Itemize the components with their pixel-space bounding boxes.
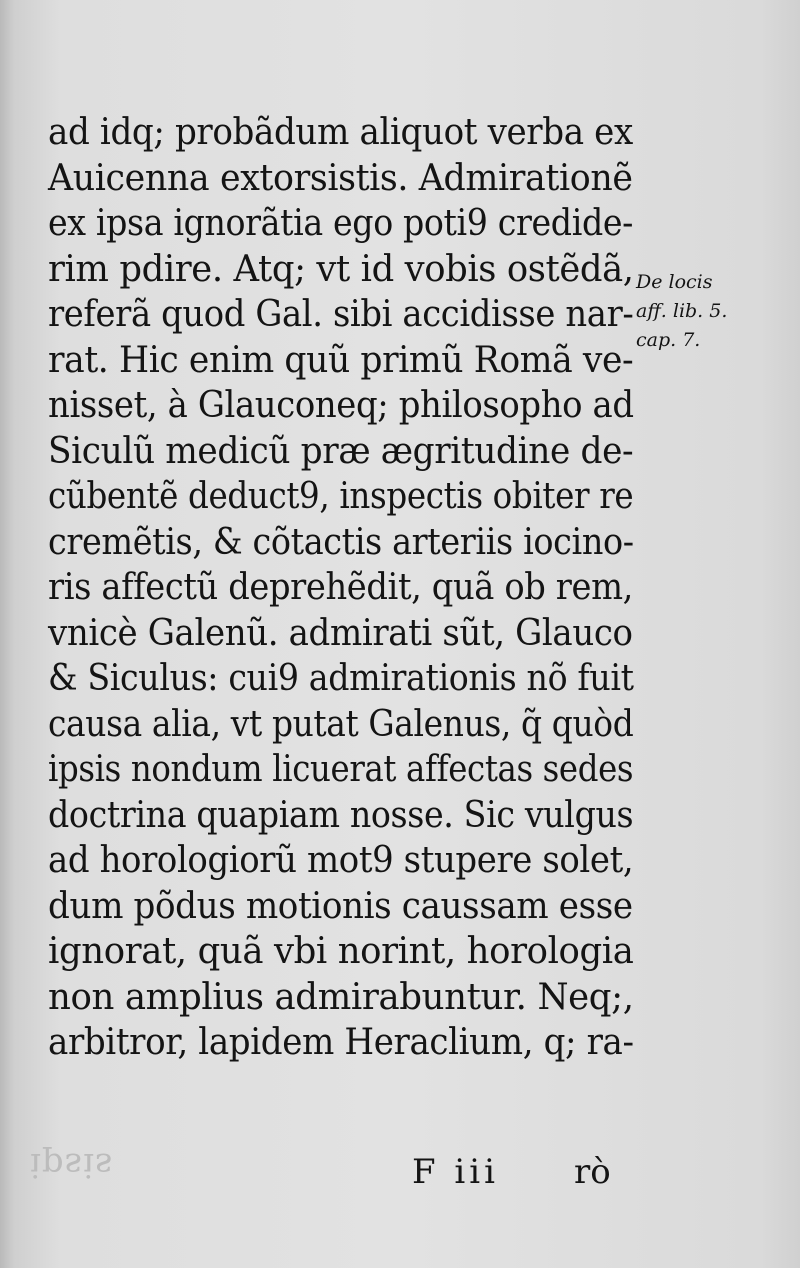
- text-line: ignorat, quã vbi norint, horologia: [48, 931, 634, 972]
- text-line: causa alia, vt putat Galenus, q̃ quòd: [48, 703, 634, 745]
- text-line: cũbentẽ deduct9, inspectis obiter re: [48, 476, 634, 517]
- text-line: rim pdire. Atq; vt id vobis ostẽdã,: [48, 248, 634, 290]
- text-line: non amplius admirabuntur. Neq;,: [48, 976, 634, 1018]
- text-line: & Siculus: cui9 admirationis nõ fuit: [48, 658, 634, 699]
- text-line: ris affectũ deprehẽdit, quã ob rem,: [48, 567, 634, 608]
- text-line: arbitror, lapidem Heraclium, q; ra-: [48, 1022, 634, 1063]
- marginal-note-line: aff. lib. 5.: [636, 300, 728, 322]
- main-text-block: [48, 110, 638, 1066]
- marginal-note: [636, 268, 727, 355]
- text-line: referã quod Gal. sibi accidisse nar-: [48, 294, 634, 335]
- text-line: rat. Hic enim quũ primũ Romã ve-: [48, 339, 634, 381]
- marginal-note-line: De locis: [636, 271, 713, 293]
- marginal-note-line: cap. 7.: [636, 329, 701, 351]
- text-line: ad horologiorũ mot9 stupere solet,: [48, 840, 634, 881]
- text-line: cremẽtis, & cõtactis arteriis iocino-: [48, 521, 634, 563]
- text-line: nisset, à Glauconeq; philosopho ad: [48, 385, 634, 426]
- text-line: ad idq; probãdum aliquot verba ex: [48, 112, 633, 153]
- catchword: rò: [574, 1152, 611, 1192]
- text-line: Siculũ medicũ præ ægritudine de-: [48, 430, 634, 472]
- text-line: ex ipsa ignorãtia ego poti9 credide-: [48, 203, 634, 244]
- text-line: dum põdus motionis caussam esse: [48, 885, 633, 927]
- show-through-text: ipsis: [30, 1145, 114, 1185]
- text-line: doctrina quapiam nosse. Sic vulgus: [48, 794, 634, 836]
- signature-mark: F iii: [412, 1152, 500, 1192]
- text-line: Auicenna extorsistis. Admirationẽ: [48, 157, 633, 199]
- text-line: vnicè Galenũ. admirati sũt, Glauco: [48, 612, 633, 654]
- text-line: ipsis nondum licuerat affectas sedes: [48, 749, 634, 790]
